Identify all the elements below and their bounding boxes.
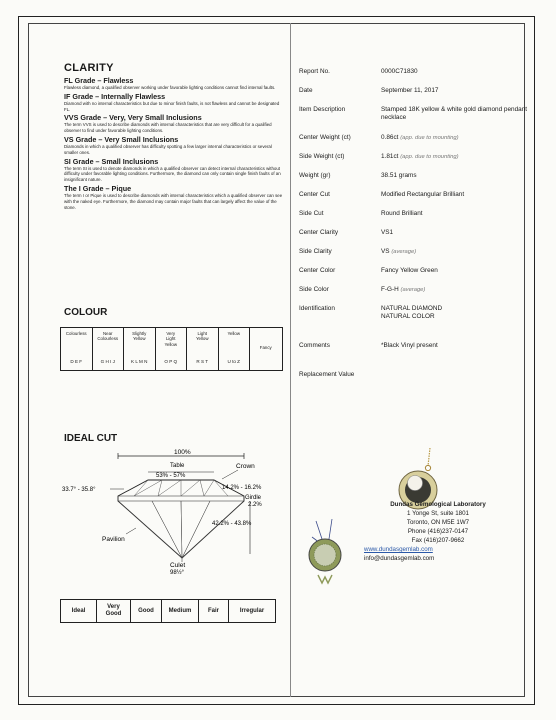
value-note: (app. due to mounting) <box>400 154 459 160</box>
value-note: (app. due to mounting) <box>400 135 459 141</box>
colour-label: Light Yellow <box>195 331 209 342</box>
lab-fax: Fax (416)207-9662 <box>411 537 465 544</box>
ideal-cut-title: IDEAL CUT <box>64 433 118 444</box>
crown-leader <box>222 470 238 479</box>
report-key: Center Weight (ct) <box>299 134 351 141</box>
report-value <box>381 106 529 122</box>
grade-description: Diamonds in which a qualified observer has difficulty spotting a few larger internal characteristics or several smaller ones. <box>64 143 272 155</box>
report-key: Date <box>299 87 313 94</box>
report-key: Side Clarity <box>299 248 332 255</box>
report-value <box>381 153 529 161</box>
grade-description: Flawless diamond, a qualified observer working under favorable lighting conditions cannot find internal faults. <box>64 85 276 90</box>
report-key: Center Color <box>299 267 336 274</box>
report-value <box>381 248 529 256</box>
colour-label: Slightly Yellow <box>132 331 147 342</box>
report-row <box>299 342 529 350</box>
chain <box>428 448 430 466</box>
report-value <box>381 134 529 142</box>
grade-description: The term I or Pique is used to describe diamonds with internal characteristics which a qualified observer can see with the naked eye. Furthermore, the diamond may contain major faults that can largely affect the value of the stone. <box>64 192 283 210</box>
report-row <box>299 153 529 161</box>
value-text: VS1 <box>381 229 394 236</box>
width-label: 100% <box>174 449 191 456</box>
report-row <box>299 248 529 256</box>
colour-label: Very Light Yellow <box>164 331 178 347</box>
report-key: Side Weight (ct) <box>299 153 345 160</box>
lab-phone: Phone (416)237-0147 <box>407 528 469 535</box>
value-text: September 11, 2017 <box>381 87 439 94</box>
report-row <box>299 172 529 180</box>
value-text: 0.86ct <box>381 134 399 141</box>
seal-inner <box>314 544 336 566</box>
colour-scale-table <box>60 327 283 371</box>
colour-grades: O P Q <box>164 359 178 364</box>
table-label: Table <box>170 463 185 469</box>
girdle-label: Girdle <box>245 495 262 501</box>
value-text: *Black Vinyl present <box>381 342 438 349</box>
report-value <box>381 267 529 275</box>
report-row <box>299 68 529 76</box>
colour-title: COLOUR <box>64 307 108 318</box>
colour-grades: U to Z <box>227 359 240 364</box>
seal-ribbon <box>318 575 332 583</box>
report-key: Item Description <box>299 106 346 113</box>
colour-cell <box>93 328 125 370</box>
colour-cell <box>187 328 219 370</box>
colour-label: Yellow <box>227 331 241 336</box>
report-key: Center Cut <box>299 191 330 198</box>
lab-address-2: Toronto, ON M5E 1W7 <box>406 519 470 526</box>
colour-cell <box>124 328 156 370</box>
report-key: Side Color <box>299 286 329 293</box>
report-value <box>381 172 529 180</box>
girdle-pct: 2.2% <box>248 502 262 508</box>
culet-pct: 98½° <box>170 570 185 576</box>
colour-label: Near Colourless <box>97 331 119 342</box>
clarity-grade <box>64 113 286 134</box>
pavilion-label: Pavilion <box>102 536 125 543</box>
polish-cell: Very Good <box>97 600 131 622</box>
clarity-title: CLARITY <box>64 62 114 74</box>
value-text: NATURAL DIAMOND NATURAL COLOR <box>381 305 443 320</box>
value-text: 1.81ct <box>381 153 399 160</box>
report-key: Replacement Value <box>299 371 355 378</box>
report-value <box>381 229 529 237</box>
grade-description: The term SI is used to denote diamonds in which a qualified observer can detect internal characteristics without difficulty under favorable lighting conditions. Furthermore, the diamond can only contain single finish faults of an insignificant nature. <box>64 165 281 183</box>
report-key: Report No. <box>299 68 330 75</box>
value-note: (average) <box>391 249 417 255</box>
polish-cell: Fair <box>199 600 229 622</box>
colour-grades: G H I J <box>100 359 115 364</box>
column-divider <box>290 23 291 697</box>
report-row <box>299 371 529 379</box>
polish-scale-table <box>60 599 276 623</box>
clarity-grade <box>64 184 286 210</box>
report-row <box>299 305 529 321</box>
value-text: 0000C71830 <box>381 68 418 75</box>
pavilion-leader <box>126 528 136 534</box>
lab-info <box>338 500 538 563</box>
report-row <box>299 106 529 122</box>
polish-cell: Medium <box>162 600 199 622</box>
colour-cell <box>219 328 251 370</box>
value-text: Modified Rectangular Brilliant <box>381 191 465 198</box>
report-key: Center Clarity <box>299 229 339 236</box>
report-row <box>299 191 529 199</box>
colour-grades: D E F <box>70 359 83 364</box>
report-key: Comments <box>299 342 330 349</box>
value-text: Stamped 18K yellow & white gold diamond pendant necklace <box>381 106 528 121</box>
report-row <box>299 267 529 275</box>
grade-heading: FL Grade – Flawless <box>64 76 134 85</box>
colour-label: Colourless <box>65 331 87 336</box>
polish-cell: Irregular <box>239 607 265 614</box>
colour-grades: K L M N <box>131 359 148 364</box>
report-row <box>299 87 529 95</box>
pavilion-pct: 42.2% - 43.8% <box>212 521 252 527</box>
crown-pct: 14.2% - 16.2% <box>222 485 262 491</box>
report-row <box>299 286 529 294</box>
colour-cell <box>61 328 93 370</box>
report-value <box>381 210 529 218</box>
crown-angle: 33.7° - 35.8° <box>62 487 96 493</box>
table-pct: 53% - 57% <box>156 473 186 479</box>
grade-heading: VVS Grade – Very, Very Small Inclusions <box>64 113 202 123</box>
value-text: 38.51 grams <box>381 172 417 179</box>
lab-address-1: 1 Yonge St, suite 1801 <box>407 510 469 517</box>
bail <box>425 465 430 470</box>
grade-heading: The I Grade – Pique <box>64 183 132 193</box>
crown-label: Crown <box>236 463 255 470</box>
grade-description: The term VVS is used to describe diamonds with internal characteristics that are very difficult for a qualified observer to find under favorable lighting conditions. <box>64 122 272 134</box>
report-key: Side Cut <box>299 210 324 217</box>
report-value <box>381 87 529 95</box>
report-row <box>299 229 529 237</box>
report-row <box>299 134 529 142</box>
colour-label: Fancy <box>259 344 272 350</box>
colour-cell <box>250 328 282 370</box>
report-value <box>381 286 529 294</box>
report-key: Weight (gr) <box>299 172 331 179</box>
clarity-grade <box>64 157 286 183</box>
value-text: Round Brilliant <box>381 210 423 217</box>
report-value <box>381 68 529 76</box>
report-key: Identification <box>299 305 335 312</box>
clarity-list <box>64 75 286 211</box>
lab-name: Dundas Gemological Laboratory <box>390 501 486 508</box>
colour-grades: R S T <box>196 359 209 364</box>
colour-cell <box>156 328 188 370</box>
crown-facets <box>134 480 228 496</box>
lab-email: info@dundasgemlab.com <box>364 555 435 562</box>
grade-heading: SI Grade – Small Inclusions <box>64 156 159 166</box>
pavilion-facets <box>118 501 244 558</box>
clarity-grade <box>64 76 286 91</box>
center-diamond <box>408 476 423 491</box>
report-value <box>381 342 529 350</box>
report-details <box>299 68 529 379</box>
grade-description: Diamond with no internal characteristics but due to minor finish faults, is not flawless and cannot be designated FL. <box>64 100 280 112</box>
value-text: Fancy Yellow Green <box>381 267 438 274</box>
value-text: F-G-H <box>381 286 399 293</box>
grade-heading: VS Grade – Very Small Inclusions <box>64 134 179 144</box>
polish-cell: Ideal <box>61 600 97 622</box>
culet-label: Culet <box>170 562 186 569</box>
lab-website-link[interactable]: www.dundasgemlab.com <box>364 546 433 553</box>
clarity-grade <box>64 135 286 156</box>
value-text: VS <box>381 248 390 255</box>
value-note: (average) <box>400 287 426 293</box>
grade-heading: IF Grade – Internally Flawless <box>64 91 166 101</box>
polish-cell: Good <box>131 600 162 622</box>
report-row <box>299 210 529 218</box>
report-value <box>381 305 461 321</box>
clarity-grade <box>64 92 286 113</box>
ideal-cut-diagram <box>62 446 282 576</box>
report-value <box>381 191 529 199</box>
